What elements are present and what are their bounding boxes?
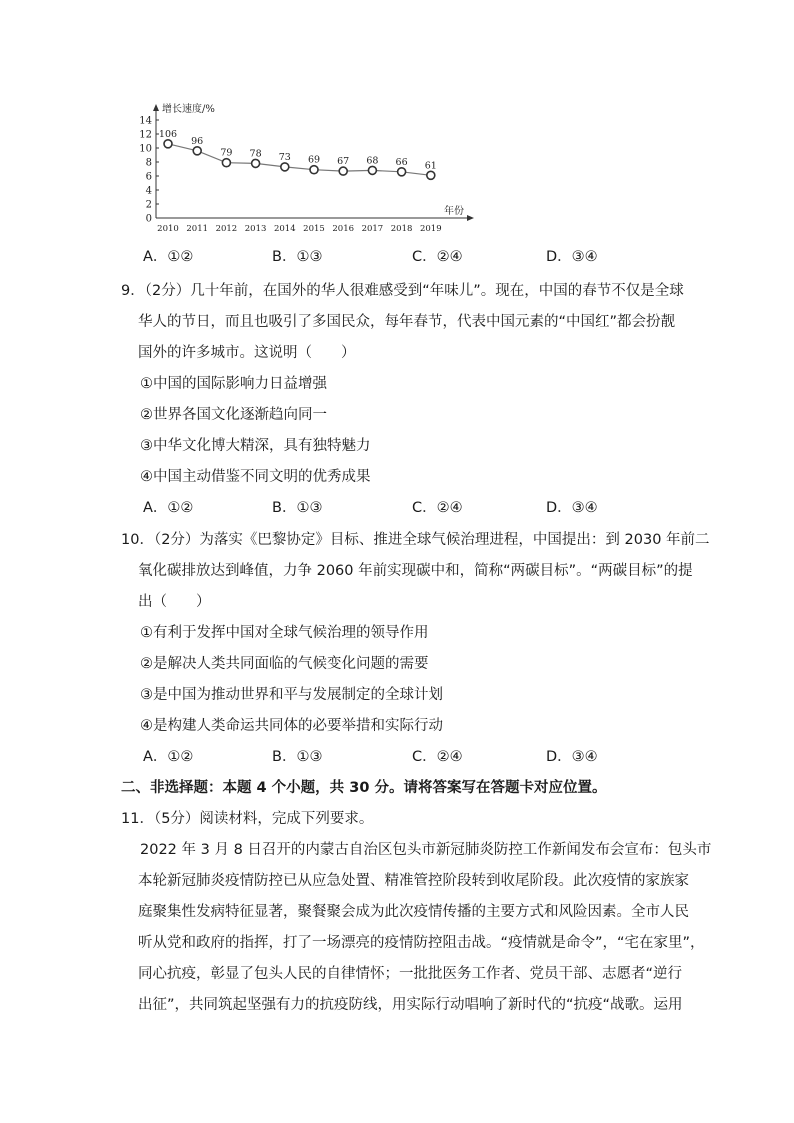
series-line <box>168 144 431 176</box>
q9-option-a[interactable]: A．①② <box>143 500 194 516</box>
q8-option-c[interactable]: C．②④ <box>412 249 463 265</box>
data-label: 73 <box>278 151 291 163</box>
q11-material-line-3: 庭聚集性发病特征显著，聚餐聚会成为此次疫情传播的主要方式和风险因素。全市人民 <box>138 904 689 920</box>
y-tick-label: 0 <box>145 213 152 225</box>
q9-option-c[interactable]: C．②④ <box>412 500 463 516</box>
x-tick-label: 2011 <box>186 224 209 234</box>
q9-stem-line-3: 国外的许多城市。这说明（ ） <box>138 345 356 361</box>
data-point <box>339 167 347 175</box>
y-tick-label: 10 <box>139 143 152 155</box>
q10-option-a[interactable]: A．①② <box>143 749 194 765</box>
q10-item-1: ①有利于发挥中国对全球气候治理的领导作用 <box>140 625 429 641</box>
x-tick-label: 2010 <box>157 224 179 234</box>
q11-material-line-4: 听从党和政府的指挥，打了一场漂亮的疫情防控阻击战。“疫情就是命令”，“宅在家里”， <box>138 935 705 951</box>
q10-item-4: ④是构建人类命运共同体的必要举措和实际行动 <box>140 718 443 734</box>
y-tick-label: 6 <box>145 171 152 183</box>
data-point <box>368 166 376 174</box>
data-point <box>281 163 289 171</box>
data-point <box>398 168 406 176</box>
q11-material-line-5: 同心抗疫，彰显了包头人民的自律情怀；一批批医务工作者、党员干部、志愿者“逆行 <box>138 966 683 982</box>
data-label: 69 <box>307 154 321 166</box>
data-point <box>427 171 435 179</box>
x-tick-label: 2013 <box>244 224 267 234</box>
y-tick-label: 12 <box>139 129 152 141</box>
data-label: 67 <box>337 156 350 168</box>
data-point <box>193 147 201 155</box>
y-tick-label: 8 <box>145 157 152 169</box>
x-tick-label: 2017 <box>361 224 384 234</box>
q11-stem: 11．（5分）阅读材料，完成下列要求。 <box>121 811 374 827</box>
q11-material-line-2: 本轮新冠肺炎疫情防控已从应急处置、精准管控阶段转到收尾阶段。此次疫情的家族家 <box>138 873 689 889</box>
x-tick-label: 2016 <box>332 224 355 234</box>
q8-option-b[interactable]: B．①③ <box>272 249 323 265</box>
data-point <box>252 159 260 167</box>
data-point <box>310 166 318 174</box>
q9-item-1: ①中国的国际影响力日益增强 <box>140 376 327 392</box>
x-tick-label: 2012 <box>215 224 238 234</box>
x-tick-label: 2018 <box>390 224 413 234</box>
q9-item-3: ③中华文化博大精深，具有独特魅力 <box>140 438 371 454</box>
y-tick-label: 4 <box>145 185 152 197</box>
y-tick-label: 2 <box>145 199 152 211</box>
growth-rate-line-chart <box>138 98 478 238</box>
q9-option-d[interactable]: D．③④ <box>546 500 598 516</box>
q8-option-d[interactable]: D．③④ <box>546 249 598 265</box>
q9-item-2: ②世界各国文化逐渐趋向同一 <box>140 407 327 423</box>
x-axis-arrow <box>467 215 474 221</box>
x-axis-label: 年份 <box>444 206 464 217</box>
section-2-heading: 二、非选择题：本题 4 个小题，共 30 分。请将答案写在答题卡对应位置。 <box>121 780 607 796</box>
x-tick-label: 2019 <box>419 224 442 234</box>
q11-material-line-6: 出征”，共同筑起坚强有力的抗疫防线，用实际行动唱响了新时代的“抗疫“战歌。运用 <box>138 997 683 1013</box>
data-label: 78 <box>249 148 262 160</box>
data-label: 79 <box>220 147 233 159</box>
data-label: 106 <box>158 128 178 140</box>
data-label: 96 <box>191 135 204 147</box>
q9-stem-line-2: 华人的节日，而且也吸引了多国民众，每年春节，代表中国元素的“中国红”都会扮靓 <box>138 314 676 330</box>
y-tick-label: 14 <box>139 115 152 127</box>
q10-option-d[interactable]: D．③④ <box>546 749 598 765</box>
data-label: 61 <box>424 160 437 172</box>
q10-item-2: ②是解决人类共同面临的气候变化问题的需要 <box>140 656 429 672</box>
x-tick-label: 2014 <box>273 224 296 234</box>
q11-material-line-1: 2022 年 3 月 8 日召开的内蒙古自治区包头市新冠肺炎防控工作新闻发布会宣布：包头市 <box>140 842 712 858</box>
q9-item-4: ④中国主动借鉴不同文明的优秀成果 <box>140 469 371 485</box>
q8-option-a[interactable]: A．①② <box>143 249 194 265</box>
x-tick-label: 2015 <box>303 224 325 234</box>
q10-item-3: ③是中国为推动世界和平与发展制定的全球计划 <box>140 687 443 703</box>
y-axis-arrow <box>153 104 159 111</box>
data-point <box>164 140 172 148</box>
q9-stem-line-1: 9．（2分）几十年前，在国外的华人很难感受到“年味儿”。现在，中国的春节不仅是全球 <box>121 283 684 299</box>
q10-stem-line-2: 氧化碳排放达到峰值，力争 2060 年前实现碳中和，简称“两碳目标”。“两碳目标”的提 <box>138 563 693 579</box>
data-label: 68 <box>366 155 379 167</box>
q10-option-c[interactable]: C．②④ <box>412 749 463 765</box>
y-axis-label: 增长速度/% <box>162 104 215 115</box>
q9-option-b[interactable]: B．①③ <box>272 500 323 516</box>
q10-option-b[interactable]: B．①③ <box>272 749 323 765</box>
data-point <box>222 159 230 167</box>
data-label: 66 <box>395 156 408 168</box>
q10-stem-line-1: 10．（2分）为落实《巴黎协定》目标、推进全球气候治理进程，中国提出：到 2030 年前二 <box>121 532 710 548</box>
q10-stem-line-3: 出（ ） <box>138 594 211 610</box>
